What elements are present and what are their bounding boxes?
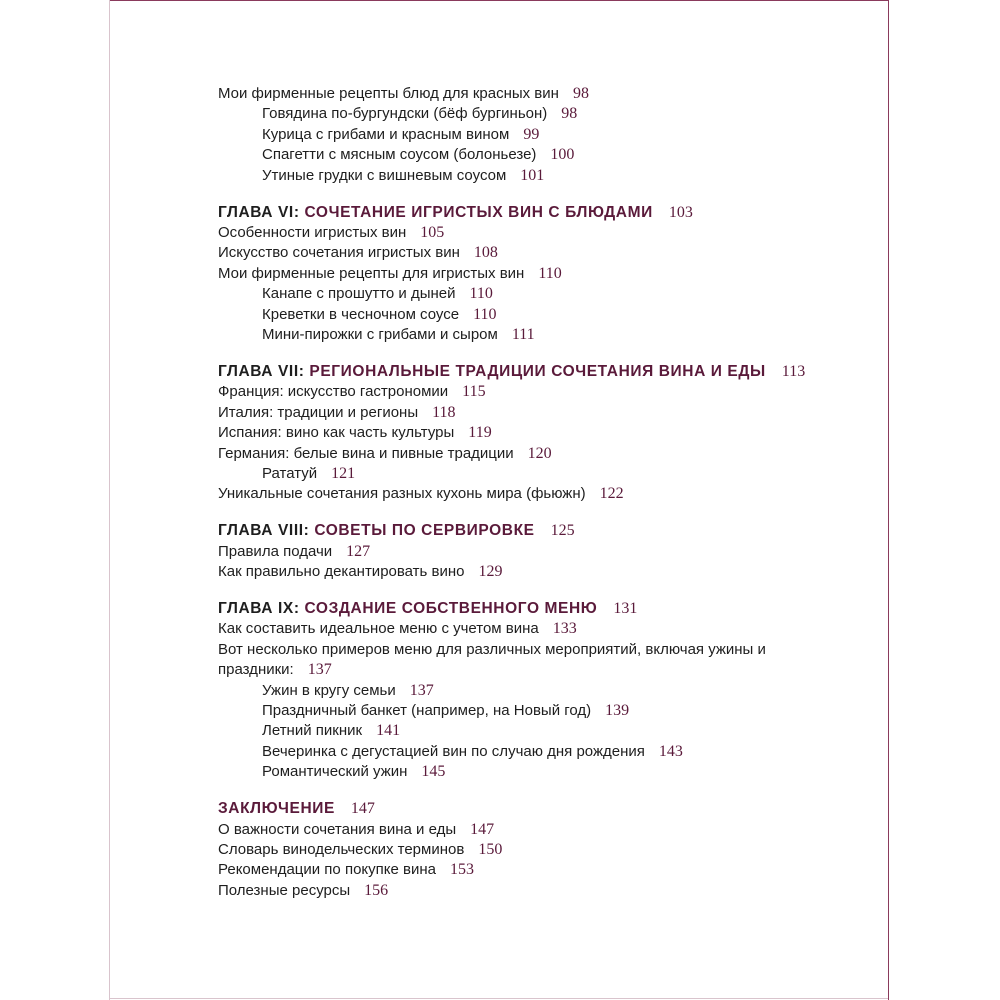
toc-entry-title: Правила подачи xyxy=(218,542,333,560)
toc-entry[interactable] xyxy=(218,325,818,345)
chapter-heading[interactable] xyxy=(218,599,818,619)
toc-entry-title: Италия: традиции и регионы xyxy=(218,403,419,421)
toc-page-number: 127 xyxy=(346,542,371,560)
toc-entry[interactable] xyxy=(218,542,818,562)
toc-entry-title: Утиные грудки с вишневым соусом xyxy=(262,166,507,184)
toc-page-number: 100 xyxy=(550,146,575,164)
chapter-title: ЗАКЛЮЧЕНИЕ xyxy=(218,800,335,818)
toc-entry[interactable] xyxy=(218,223,818,243)
toc-entry[interactable] xyxy=(218,104,818,124)
toc-entry-title: Креветки в чесночном соусе xyxy=(262,305,460,323)
toc-page-number: 120 xyxy=(527,444,552,462)
frame-top-rule xyxy=(109,0,888,1)
table-of-contents xyxy=(218,84,818,901)
toc-entry[interactable] xyxy=(218,742,818,762)
chapter-colon: : xyxy=(293,203,305,221)
chapter-page-number: 131 xyxy=(613,599,638,617)
toc-page-number: 156 xyxy=(364,881,389,899)
toc-entry-title: Мини-пирожки с грибами и сыром xyxy=(262,325,498,343)
chapter-label: ГЛАВА VII xyxy=(218,362,299,380)
toc-entry-title: Полезные ресурсы xyxy=(218,881,351,899)
chapter-heading[interactable] xyxy=(218,799,818,819)
toc-entry-title: Вечеринка с дегустацией вин по случаю дня рождения xyxy=(262,742,645,760)
chapter-heading[interactable] xyxy=(218,203,818,223)
toc-entry[interactable] xyxy=(218,284,818,304)
chapter-colon: : xyxy=(293,599,305,617)
toc-page-number: 129 xyxy=(478,563,503,581)
toc-entry[interactable] xyxy=(218,701,818,721)
toc-entry-title: Ужин в кругу семьи xyxy=(262,681,396,699)
toc-page-number: 118 xyxy=(432,403,456,421)
toc-page-number: 101 xyxy=(520,166,545,184)
section-spacer xyxy=(218,582,818,599)
chapter-title: СОВЕТЫ ПО СЕРВИРОВКЕ xyxy=(314,522,535,540)
chapter-label: ГЛАВА IX xyxy=(218,599,294,617)
frame-bottom-rule xyxy=(109,998,888,999)
section-spacer xyxy=(218,783,818,800)
chapter-label: ГЛАВА VIII xyxy=(218,522,304,540)
toc-entry-title: Рататуй xyxy=(262,464,318,482)
section-spacer xyxy=(218,186,818,203)
toc-page-number: 137 xyxy=(307,661,332,679)
toc-entry-title: Искусство сочетания игристых вин xyxy=(218,244,460,262)
toc-entry-title: Летний пикник xyxy=(262,722,363,740)
toc-entry-title: Как составить идеальное меню с учетом вина xyxy=(218,620,539,638)
toc-entry[interactable] xyxy=(218,145,818,165)
toc-page-number: 98 xyxy=(561,105,578,123)
frame-left-rule xyxy=(109,0,110,1000)
toc-page-number: 147 xyxy=(470,820,495,838)
chapter-label: ГЛАВА VI xyxy=(218,203,294,221)
chapter-colon: : xyxy=(303,522,315,540)
toc-entry[interactable] xyxy=(218,881,818,901)
chapter-title: СОЗДАНИЕ СОБСТВЕННОГО МЕНЮ xyxy=(304,599,598,617)
chapter-heading[interactable] xyxy=(218,521,818,541)
toc-entry-title: Праздничный банкет (например, на Новый год) xyxy=(262,701,592,719)
frame-right-rule xyxy=(888,0,889,1000)
toc-entry-title: Рекомендации по покупке вина xyxy=(218,861,436,879)
toc-entry[interactable] xyxy=(218,84,818,104)
toc-entry[interactable] xyxy=(218,423,818,443)
toc-entry[interactable] xyxy=(218,484,818,504)
toc-entry[interactable] xyxy=(218,562,818,582)
toc-page-number: 115 xyxy=(462,383,486,401)
toc-entry-title: Канапе с прошутто и дыней xyxy=(262,285,456,303)
section-spacer xyxy=(218,505,818,522)
toc-entry[interactable] xyxy=(218,681,818,701)
toc-entry-title: Говядина по-бургундски (бёф бургиньон) xyxy=(262,105,548,123)
chapter-heading[interactable] xyxy=(218,362,818,382)
chapter-title: РЕГИОНАЛЬНЫЕ ТРАДИЦИИ СОЧЕТАНИЯ ВИНА И ЕДЫ xyxy=(309,362,766,380)
toc-page-number: 119 xyxy=(468,424,492,442)
toc-page-number: 111 xyxy=(511,325,535,343)
toc-entry[interactable] xyxy=(218,640,818,681)
chapter-colon: : xyxy=(298,362,310,380)
toc-entry[interactable] xyxy=(218,444,818,464)
toc-entry[interactable] xyxy=(218,762,818,782)
toc-page-number: 105 xyxy=(420,223,445,241)
section-spacer xyxy=(218,345,818,362)
toc-page-number: 122 xyxy=(599,485,624,503)
toc-page-number: 108 xyxy=(473,244,498,262)
toc-entry-title: Испания: вино как часть культуры xyxy=(218,424,455,442)
toc-page-number: 137 xyxy=(409,681,434,699)
toc-entry[interactable] xyxy=(218,464,818,484)
toc-entry-title: Курица с грибами и красным вином xyxy=(262,125,510,143)
toc-page-number: 139 xyxy=(605,701,630,719)
toc-page-number: 110 xyxy=(473,305,497,323)
toc-page-number: 153 xyxy=(449,861,474,879)
toc-entry[interactable] xyxy=(218,166,818,186)
toc-entry[interactable] xyxy=(218,243,818,263)
chapter-page-number: 125 xyxy=(550,522,575,540)
toc-page-number: 141 xyxy=(376,722,401,740)
toc-entry[interactable] xyxy=(218,860,818,880)
toc-entry[interactable] xyxy=(218,619,818,639)
toc-entry[interactable] xyxy=(218,382,818,402)
toc-entry[interactable] xyxy=(218,403,818,423)
toc-entry[interactable] xyxy=(218,305,818,325)
chapter-page-number: 147 xyxy=(350,800,375,818)
toc-page-number: 145 xyxy=(421,763,446,781)
toc-page-number: 150 xyxy=(478,840,503,858)
toc-entry-title: Романтический ужин xyxy=(262,763,408,781)
toc-entry[interactable] xyxy=(218,721,818,741)
chapter-page-number: 113 xyxy=(781,362,806,380)
toc-entry-title: Вот несколько примеров меню для различных мероприятий, включая ужины и праздники: xyxy=(218,640,766,679)
toc-page-number: 121 xyxy=(331,464,356,482)
toc-entry-title: Франция: искусство гастрономии xyxy=(218,383,449,401)
toc-entry-title: Спагетти с мясным соусом (болоньезе) xyxy=(262,146,537,164)
toc-page-number: 110 xyxy=(469,285,493,303)
toc-entry-title: Германия: белые вина и пивные традиции xyxy=(218,444,514,462)
toc-page-number: 98 xyxy=(572,85,589,102)
toc-entry-title: Словарь винодельческих терминов xyxy=(218,840,465,858)
toc-entry-title: О важности сочетания вина и еды xyxy=(218,820,457,838)
toc-entry-title: Мои фирменные рецепты блюд для красных вин xyxy=(218,85,559,102)
toc-entry[interactable] xyxy=(218,264,818,284)
toc-entry-title: Как правильно декантировать вино xyxy=(218,563,465,581)
chapter-page-number: 103 xyxy=(668,203,693,221)
toc-entry[interactable] xyxy=(218,820,818,840)
toc-entry[interactable] xyxy=(218,125,818,145)
toc-page-number: 133 xyxy=(552,620,577,638)
toc-entry-title: Мои фирменные рецепты для игристых вин xyxy=(218,264,525,282)
toc-entry[interactable] xyxy=(218,840,818,860)
toc-entry-title: Уникальные сочетания разных кухонь мира (фьюжн) xyxy=(218,485,586,503)
chapter-title: СОЧЕТАНИЕ ИГРИСТЫХ ВИН С БЛЮДАМИ xyxy=(304,203,653,221)
toc-page-number: 110 xyxy=(538,264,562,282)
toc-page-number: 99 xyxy=(523,125,540,143)
toc-page-number: 143 xyxy=(658,742,683,760)
toc-entry-title: Особенности игристых вин xyxy=(218,223,407,241)
